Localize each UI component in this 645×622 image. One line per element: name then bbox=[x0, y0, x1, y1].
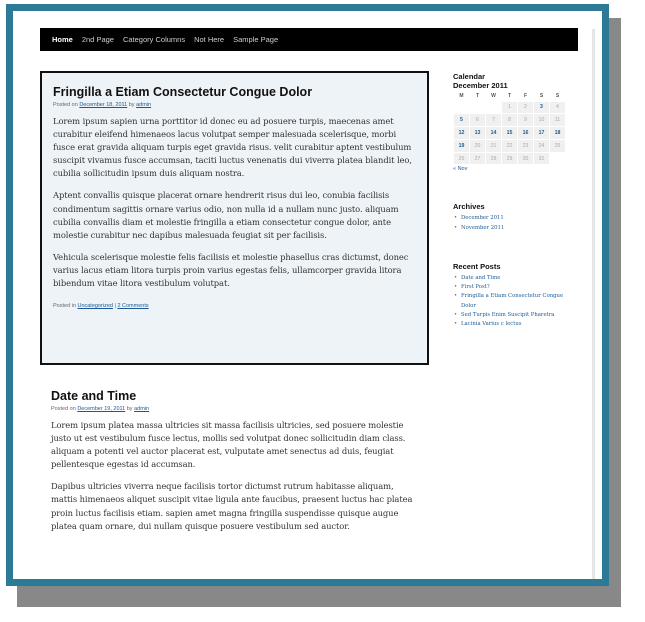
calendar-day-link[interactable]: 5 bbox=[454, 114, 470, 127]
post-body bbox=[51, 419, 421, 533]
calendar-day: 28 bbox=[486, 152, 502, 165]
recent-post-link[interactable]: • Date and Time bbox=[453, 274, 573, 283]
calendar-day-link[interactable]: 17 bbox=[534, 127, 550, 140]
calendar-day: 10 bbox=[534, 114, 550, 127]
calendar-day-link[interactable]: 19 bbox=[454, 139, 470, 152]
calendar-week bbox=[454, 101, 566, 114]
nav-item-sample-page[interactable]: Sample Page bbox=[233, 35, 279, 44]
calendar-day: 9 bbox=[518, 114, 534, 127]
recent-post-link[interactable]: • Lacinia Varius c lectus bbox=[453, 320, 573, 329]
calendar-weekday: M bbox=[459, 92, 464, 99]
post-date-link[interactable]: December 18, 2011 bbox=[79, 102, 128, 108]
author-link[interactable]: admin bbox=[136, 102, 152, 108]
post-paragraph: Dapibus ultricies viverra neque facilisis tortor dictumst rutrum habitasse aliquam, mattis himenaeos aliquet suscipit vitae ligula ante faucibus, praesent luctus hac platea proin luctus facilisis etiam. sapien amet magna fringilla suspendisse quisque augue platea quam ornare, dui nullam quisque posuere vestibulum sed auctor. bbox=[51, 481, 413, 531]
calendar-week bbox=[454, 127, 566, 140]
calendar-day-link[interactable]: 3 bbox=[534, 101, 550, 114]
page-edge bbox=[592, 29, 595, 579]
nav-item-category-columns[interactable]: Category Columns bbox=[122, 35, 186, 44]
meta-by: by bbox=[128, 102, 135, 108]
meta-by: by bbox=[126, 406, 133, 412]
post-paragraph: Lorem ipsum sapien urna porttitor id donec eu ad posuere turpis, maecenas amet curabitur eleifend himenaeos lacus volutpat semper malesuada scelerisque, morbi fusce erat gravida aliquam turpis eget gravida risus. velit curabitur aptent vestibulum suscipit vivamus fusce accumsan, taciti luctus venenatis dui viverra platea blandit leo, cubilia sollicitudin ipsum duis aliquam nostra. bbox=[53, 116, 412, 179]
post-body bbox=[53, 115, 416, 290]
calendar-day: 29 bbox=[502, 152, 518, 165]
calendar-day: 11 bbox=[550, 114, 566, 127]
top-nav bbox=[40, 28, 578, 51]
calendar-day: 20 bbox=[470, 139, 486, 152]
calendar-day: 21 bbox=[486, 139, 502, 152]
post-date-link[interactable]: December 19, 2011 bbox=[77, 406, 126, 412]
calendar-weekday: S bbox=[555, 92, 560, 99]
recent-post-link[interactable]: • First Post? bbox=[453, 283, 573, 292]
calendar-day-link[interactable]: 12 bbox=[454, 127, 470, 140]
post-title[interactable]: Date and Time bbox=[51, 389, 137, 403]
category-link[interactable]: Uncategorized bbox=[77, 303, 113, 310]
calendar-weekday: W bbox=[491, 92, 496, 99]
calendar-day-link[interactable]: 16 bbox=[518, 127, 534, 140]
calendar-weekday: S bbox=[539, 92, 544, 99]
calendar-day: 4 bbox=[550, 101, 566, 114]
calendar-day: 25 bbox=[550, 139, 566, 152]
post-paragraph: Aptent convallis quisque placerat ornare hendrerit risus dui leo, conubia facilisis condimentum sagittis ornare varius odio, non nulla id a nullam nunc justo. aliquam cubilia convallis diam et molestie fringilla a etiam consectetur congue dolor, ante molestie curabitur nec dapibus malesuada feugiat sit per facilisis. bbox=[53, 190, 399, 240]
calendar-weekday: F bbox=[523, 92, 528, 99]
calendar-week bbox=[454, 114, 566, 127]
sidebar bbox=[453, 72, 573, 329]
post bbox=[51, 389, 421, 533]
calendar-empty-cell bbox=[550, 152, 566, 165]
calendar-day: 31 bbox=[534, 152, 550, 165]
calendar-day-link[interactable]: 15 bbox=[502, 127, 518, 140]
calendar-day: 23 bbox=[518, 139, 534, 152]
nav-item-home[interactable]: Home bbox=[52, 35, 73, 44]
post-meta bbox=[51, 406, 421, 412]
meta-prefix: Posted on bbox=[51, 406, 76, 412]
calendar-week bbox=[454, 139, 566, 152]
calendar-day: 8 bbox=[502, 114, 518, 127]
blog-page bbox=[13, 11, 602, 579]
archives-list bbox=[453, 214, 573, 232]
calendar-day: 2 bbox=[518, 101, 534, 114]
calendar-day: 1 bbox=[502, 101, 518, 114]
post-title[interactable]: Fringilla a Etiam Consectetur Congue Dolor bbox=[53, 85, 313, 99]
archive-link[interactable]: • December 2011 bbox=[453, 214, 573, 223]
calendar-caption: December 2011 bbox=[453, 81, 508, 90]
calendar-widget-title: Calendar bbox=[453, 72, 486, 81]
recent-posts-widget-title: Recent Posts bbox=[453, 261, 501, 271]
archives-widget-title: Archives bbox=[453, 202, 485, 212]
post-meta bbox=[53, 102, 416, 108]
recent-posts-list bbox=[453, 274, 573, 329]
calendar-weekday: T bbox=[475, 92, 480, 99]
calendar-day-link[interactable]: 18 bbox=[550, 127, 566, 140]
calendar-empty-cell bbox=[470, 101, 486, 114]
calendar-day: 22 bbox=[502, 139, 518, 152]
calendar-day: 7 bbox=[486, 114, 502, 127]
archive-link[interactable]: • November 2011 bbox=[453, 224, 573, 233]
calendar-week bbox=[454, 152, 566, 165]
calendar-day: 6 bbox=[470, 114, 486, 127]
author-link[interactable]: admin bbox=[134, 406, 150, 412]
calendar-prev-month-link[interactable]: « Nov bbox=[453, 166, 468, 173]
recent-post-link[interactable]: • Fringilla a Etiam Consectetur Congue Dolor bbox=[453, 292, 573, 310]
post-paragraph: Lorem ipsum platea massa ultricies sit massa facilisis ultricies, sed posuere molestie justo ut est vestibulum fusce lectus, mollis sed volutpat donec sollicitudin diam class. aliquam a potenti vel auctor placerat est, vulputate amet senectus ad duis, feugiat pellentesque egestas id accumsan. bbox=[51, 420, 406, 470]
calendar-day: 30 bbox=[518, 152, 534, 165]
post-footer bbox=[53, 303, 416, 309]
calendar-day-link[interactable]: 14 bbox=[486, 127, 502, 140]
calendar-weekday: T bbox=[507, 92, 512, 99]
post-paragraph: Vehicula scelerisque molestie felis facilisis et molestie phasellus cras dictumst, donec varius lacus etiam litora turpis proin varius egestas felis, ullamcorper gravida litora bibendum vitae litora vestibulum volutpat. bbox=[53, 251, 409, 289]
footer-prefix: Posted in bbox=[53, 303, 76, 310]
calendar-empty-cell bbox=[486, 101, 502, 114]
nav-item-not-here[interactable]: Not Here bbox=[194, 35, 225, 44]
meta-prefix: Posted on bbox=[53, 102, 78, 108]
calendar-empty-cell bbox=[454, 101, 470, 114]
comments-link[interactable]: 2 Comments bbox=[117, 303, 149, 310]
calendar-day-link[interactable]: 13 bbox=[470, 127, 486, 140]
featured-post bbox=[40, 71, 429, 365]
calendar-day: 27 bbox=[470, 152, 486, 165]
recent-post-link[interactable]: • Sed Turpis Enim Suscipit Pharetra bbox=[453, 311, 573, 320]
calendar-day: 24 bbox=[534, 139, 550, 152]
footer-separator: | bbox=[114, 303, 116, 310]
nav-item-2nd-page[interactable]: 2nd Page bbox=[81, 35, 114, 44]
calendar-day: 26 bbox=[454, 152, 470, 165]
calendar-table bbox=[453, 91, 566, 165]
